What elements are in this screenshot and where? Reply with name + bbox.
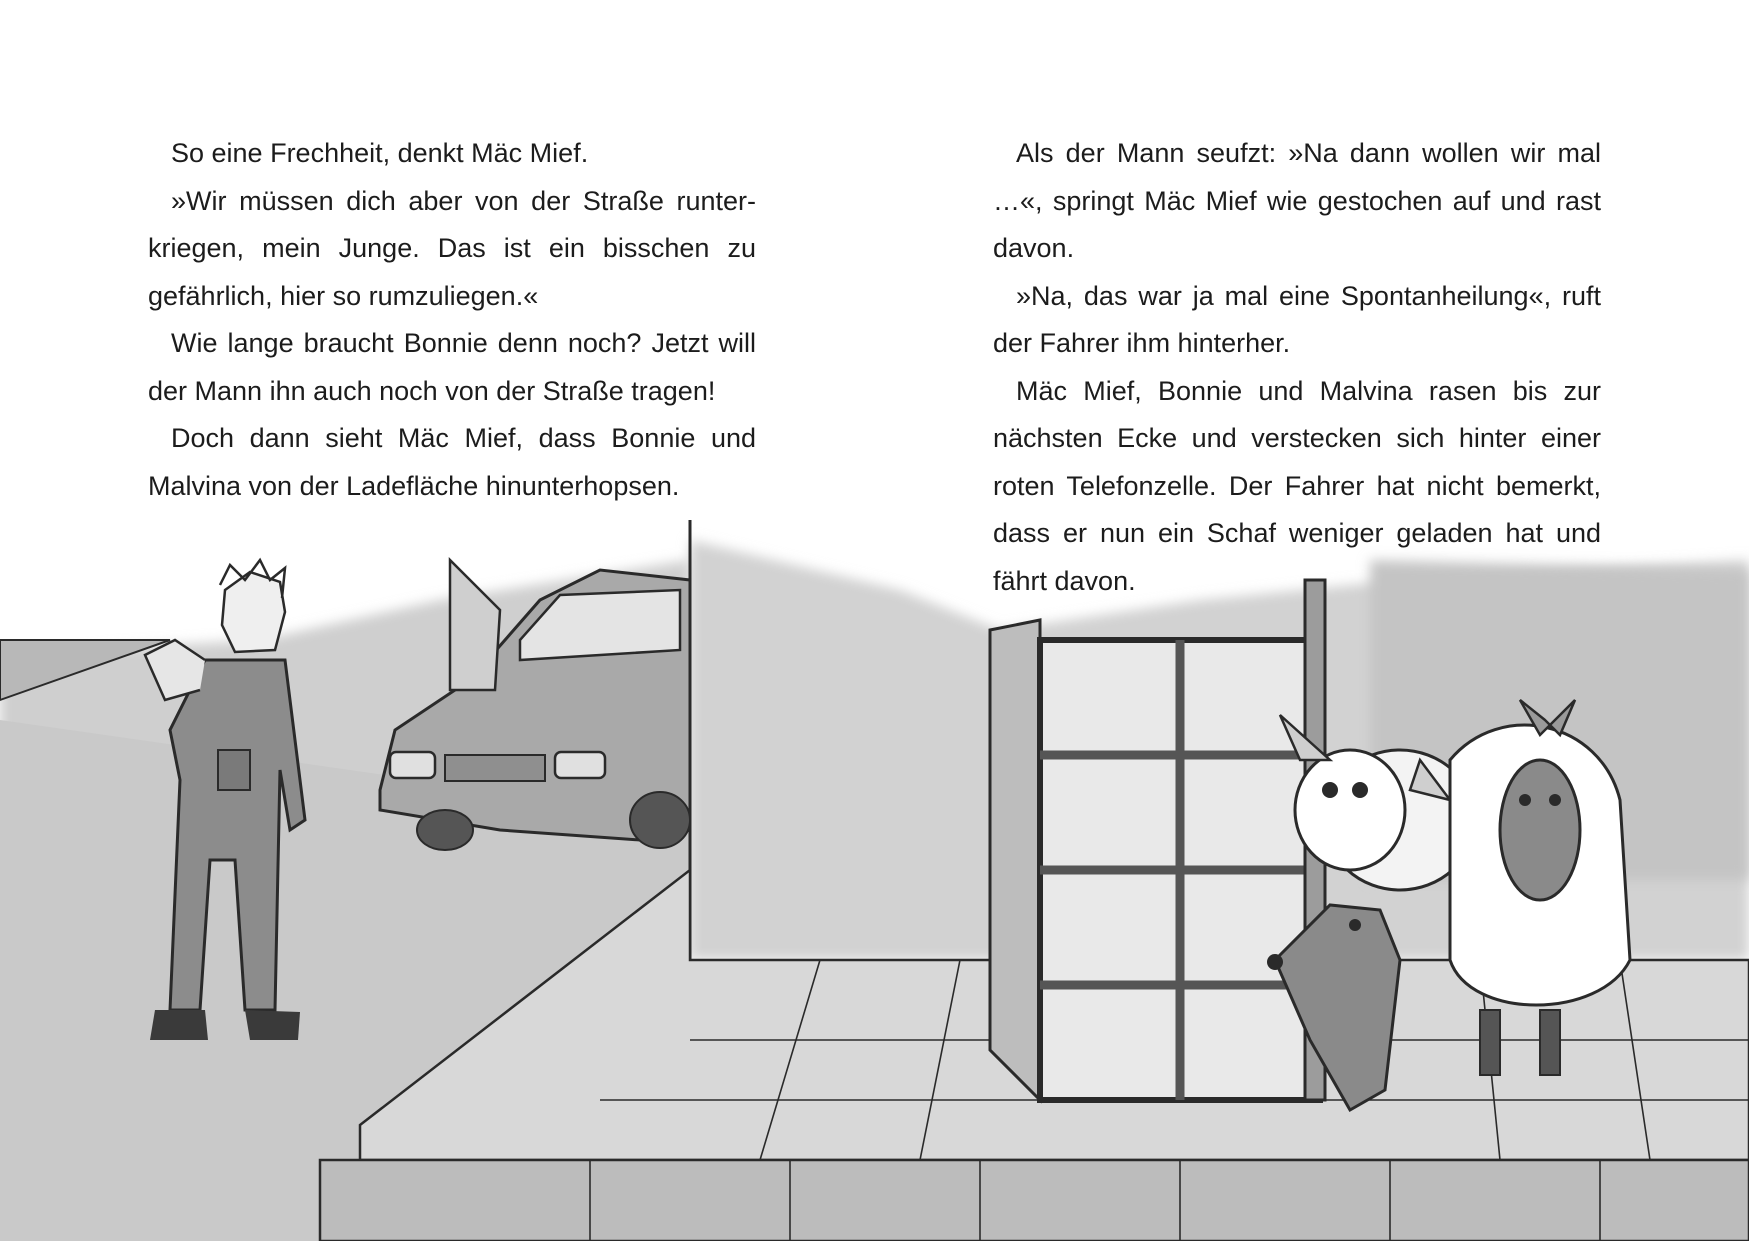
right-page-text [993, 130, 1601, 605]
left-paragraph-3: Wie lange braucht Bonnie denn noch? Jetzt will der Mann ihn auch noch von der Straße tragen! [148, 328, 756, 406]
phone-booth [990, 580, 1325, 1100]
right-paragraph-1: Als der Mann seufzt: »Na dann wollen wir mal …«, springt Mäc Mief wie gestochen auf und rast davon. [993, 138, 1601, 263]
dog-nose [1267, 954, 1283, 970]
car-headlight-right [555, 752, 605, 778]
left-paragraph-2: »Wir müssen dich aber von der Straße runterkriegen, mein Junge. Das ist ein bisschen zu gefährlich, hier so rumzuliegen.« [148, 185, 756, 311]
left-paragraph-1: So eine Frechheit, denkt Mäc Mief. [171, 138, 589, 168]
man-shoe-left [150, 1010, 208, 1040]
car-headlight-left [390, 752, 435, 778]
right-paragraph-3: Mäc Mief, Bonnie und Malvina rasen bis zur nächsten Ecke und verstecken sich hinter einer roten Telefonzelle. Der Fahrer hat nicht bemerkt, dass er nun ein Schaf weniger geladen hat und fährt davon. [993, 375, 1601, 596]
curb [320, 1160, 1749, 1241]
sheep-bonnie-face [1295, 750, 1405, 870]
man-head [222, 572, 285, 652]
sheep-malvina-face [1500, 760, 1580, 900]
man-shoe-right [245, 1010, 300, 1040]
right-paragraph-2: »Na, das war ja mal eine Spontanheilung«, ruft der Fahrer ihm hinterher. [993, 280, 1601, 358]
left-page-text [148, 130, 756, 510]
car-wheel-front [417, 810, 473, 850]
car-door-open [450, 560, 500, 690]
car-wheel-back [630, 792, 690, 848]
left-paragraph-4: Doch dann sieht Mäc Mief, dass Bonnie und Malvina von der Ladefläche hinunterhopsen. [148, 423, 756, 501]
